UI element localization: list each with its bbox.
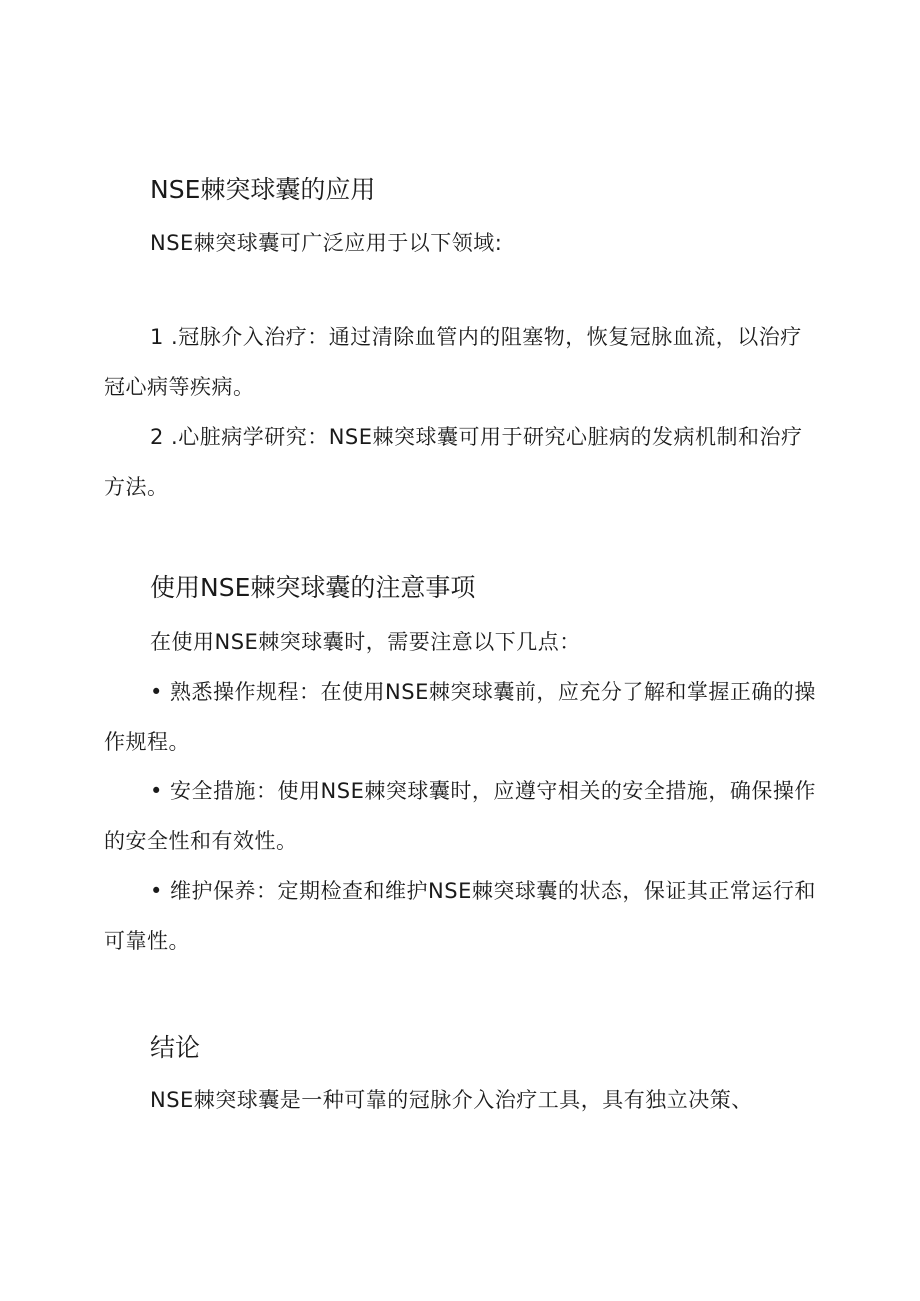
- list-item-coronary-intervention: 1 .冠脉介入治疗：通过清除血管内的阻塞物，恢复冠脉血流，以治疗冠心病等疾病。: [104, 325, 802, 399]
- list-item-operating-procedures: • 熟悉操作规程：在使用NSE棘突球囊前，应充分了解和掌握正确的操作规程。: [104, 680, 816, 754]
- list-item-maintenance: • 维护保养：定期检查和维护NSE棘突球囊的状态，保证其正常运行和可靠性。: [104, 879, 816, 953]
- section-heading-applications: NSE棘突球囊的应用: [150, 175, 376, 204]
- conclusion-body: NSE棘突球囊是一种可靠的冠脉介入治疗工具，具有独立决策、: [150, 1088, 753, 1112]
- section-heading-conclusion: 结论: [150, 1033, 201, 1062]
- section-heading-precautions: 使用NSE棘突球囊的注意事项: [150, 573, 476, 602]
- precautions-intro: 在使用NSE棘突球囊时，需要注意以下几点：: [150, 630, 581, 654]
- list-item-cardiology-research: 2 .心脏病学研究：NSE棘突球囊可用于研究心脏病的发病机制和治疗方法。: [104, 425, 803, 499]
- applications-intro: NSE棘突球囊可广泛应用于以下领域:: [150, 231, 503, 255]
- list-item-safety-measures: • 安全措施：使用NSE棘突球囊时，应遵守相关的安全措施，确保操作的安全性和有效性。: [104, 779, 816, 853]
